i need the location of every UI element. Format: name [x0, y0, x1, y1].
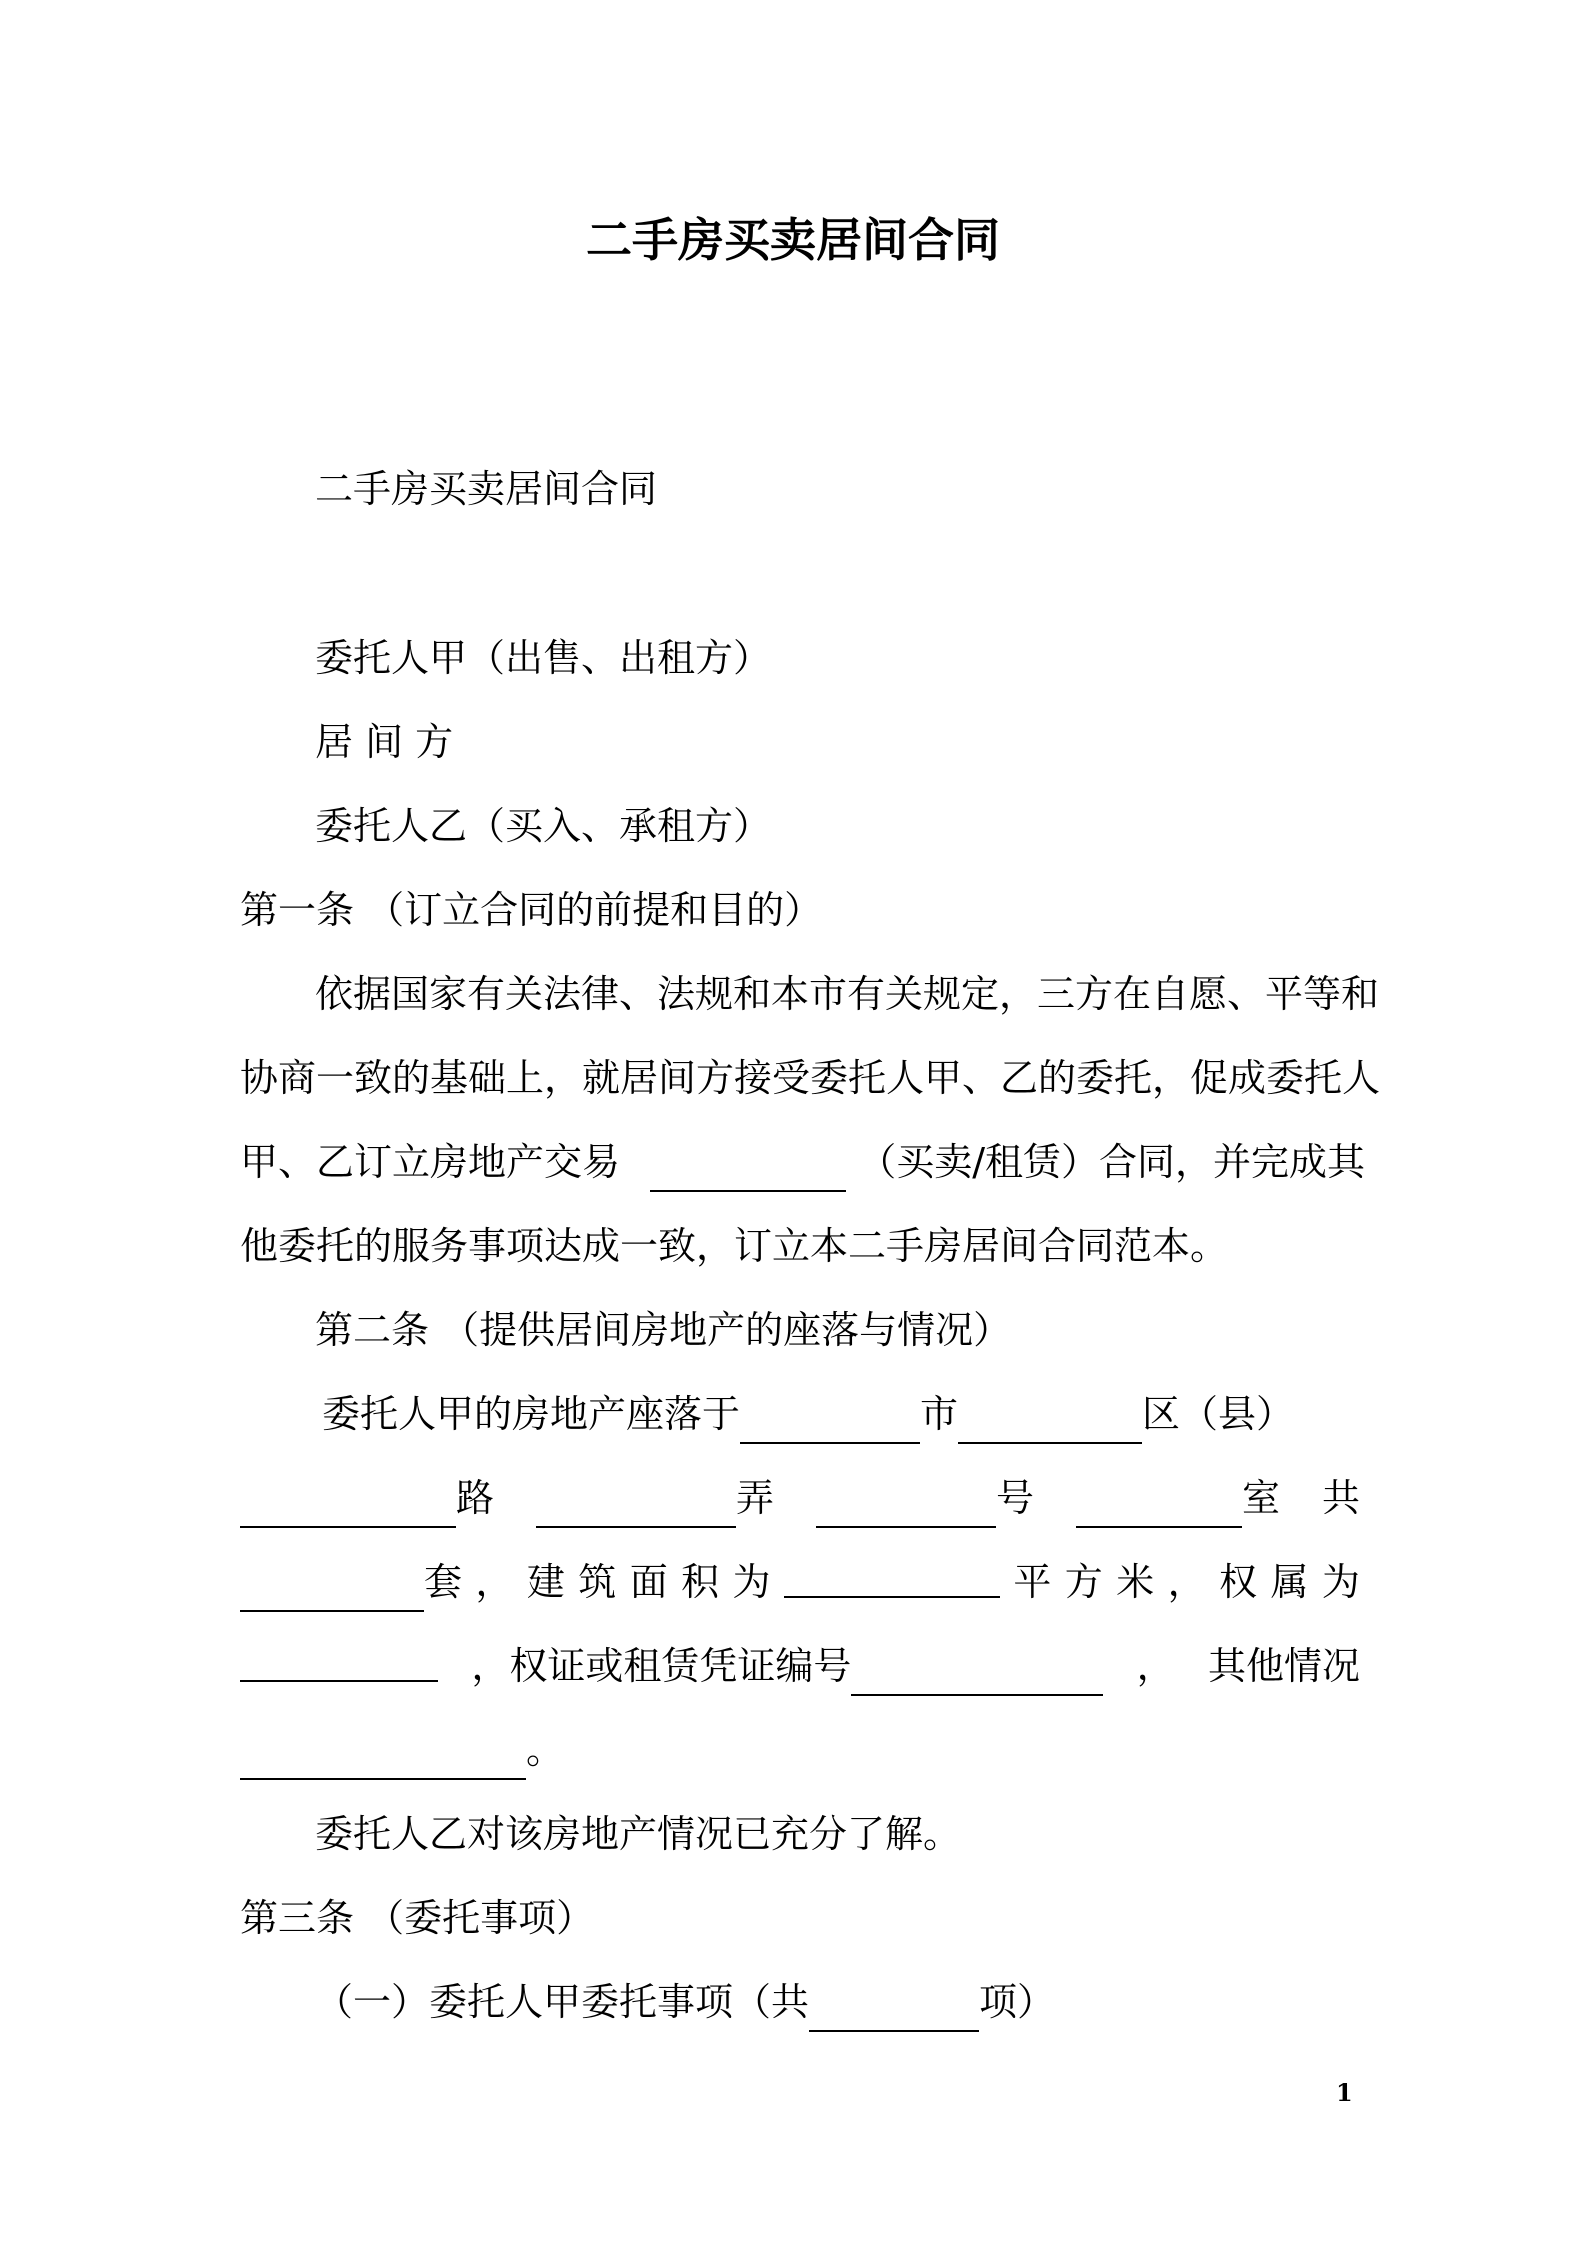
- party-b-label: 委托人乙（买入、承租方）: [315, 804, 772, 848]
- number-blank[interactable]: [816, 1482, 996, 1528]
- article-2-line-1: [322, 1384, 1367, 1444]
- comma: ，: [1167, 1560, 1206, 1604]
- other-info-label: 其他情况: [1207, 1644, 1360, 1688]
- area-blank[interactable]: [784, 1552, 1000, 1598]
- article-2-line-4: [240, 1636, 1360, 1696]
- char-wei: 为: [1321, 1560, 1360, 1604]
- char-jian: 建: [526, 1560, 565, 1604]
- road-blank[interactable]: [240, 1482, 456, 1528]
- intermediary-label: 居 间 方: [315, 720, 454, 764]
- article-2-line-5: [240, 1720, 1360, 1780]
- article-2-title: 第二条 （提供居间房地产的座落与情况）: [315, 1308, 1012, 1352]
- lane-label: 弄: [735, 1476, 774, 1520]
- article-2-line-3: [240, 1552, 1360, 1612]
- sets-blank[interactable]: [240, 1566, 424, 1612]
- char-fang: 方: [1064, 1560, 1103, 1604]
- article-1-line-1: 依据国家有关法律、法规和本市有关规定，三方在自愿、平等和: [315, 972, 1380, 1016]
- article-3-item-1: [315, 1972, 1360, 2032]
- number-label: 号: [995, 1476, 1034, 1520]
- article-1-line-2: 协商一致的基础上，就居间方接受委托人甲、乙的委托，促成委托人: [240, 1056, 1381, 1100]
- transaction-type-blank[interactable]: [650, 1146, 846, 1192]
- article-1-line-3-start: 甲、乙订立房地产交易: [240, 1140, 621, 1184]
- article-1-line-3: [240, 1132, 1366, 1192]
- district-blank[interactable]: [958, 1398, 1142, 1444]
- char-wei: 为: [732, 1560, 771, 1604]
- char-shu: 属: [1270, 1560, 1309, 1604]
- article-2-paragraph-2: 委托人乙对该房地产情况已充分了解。: [315, 1812, 962, 1856]
- sets-label: 套: [424, 1560, 463, 1604]
- article-3-title: 第三条 （委托事项）: [240, 1896, 595, 1940]
- subtitle: 二手房买卖居间合同: [315, 467, 658, 511]
- article-1-line-4: 他委托的服务事项达成一致，订立本二手房居间合同范本。: [240, 1224, 1229, 1268]
- comma: ，: [475, 1560, 514, 1604]
- city-blank[interactable]: [740, 1398, 920, 1444]
- room-blank[interactable]: [1076, 1482, 1242, 1528]
- room-label: 室: [1241, 1476, 1280, 1520]
- char-mi: 米: [1116, 1560, 1155, 1604]
- char-quan: 权: [1219, 1560, 1258, 1604]
- char-ping: 平: [1013, 1560, 1052, 1604]
- comma: ，: [1136, 1644, 1175, 1688]
- party-a-label: 委托人甲（出售、出租方）: [315, 636, 772, 680]
- period: 。: [526, 1728, 565, 1772]
- item-1-end: 项）: [979, 1980, 1056, 2024]
- ownership-blank[interactable]: [240, 1636, 438, 1682]
- item-count-blank[interactable]: [809, 1986, 979, 2032]
- district-label: 区（县）: [1142, 1392, 1295, 1436]
- lane-blank[interactable]: [536, 1482, 736, 1528]
- char-ji: 积: [681, 1560, 720, 1604]
- article-1-line-3-end: （买卖/租赁）合同，并完成其: [858, 1140, 1366, 1184]
- other-info-blank[interactable]: [240, 1734, 526, 1780]
- document-title: 二手房买卖居间合同: [586, 213, 1000, 267]
- certificate-blank[interactable]: [851, 1650, 1103, 1696]
- certificate-label: ，权证或租赁凭证编号: [471, 1644, 852, 1688]
- article-2-line-2: [240, 1468, 1360, 1528]
- city-label: 市: [920, 1392, 959, 1436]
- road-label: 路: [456, 1476, 495, 1520]
- article-1-title: 第一条 （订立合同的前提和目的）: [240, 888, 823, 932]
- location-intro: 委托人甲的房地产座落于: [322, 1392, 741, 1436]
- char-mian: 面: [629, 1560, 668, 1604]
- page-number: 1: [1336, 2078, 1353, 2107]
- item-1-label: （一）委托人甲委托事项（共: [315, 1980, 810, 2024]
- char-zhu: 筑: [578, 1560, 617, 1604]
- total-label: 共: [1321, 1476, 1360, 1520]
